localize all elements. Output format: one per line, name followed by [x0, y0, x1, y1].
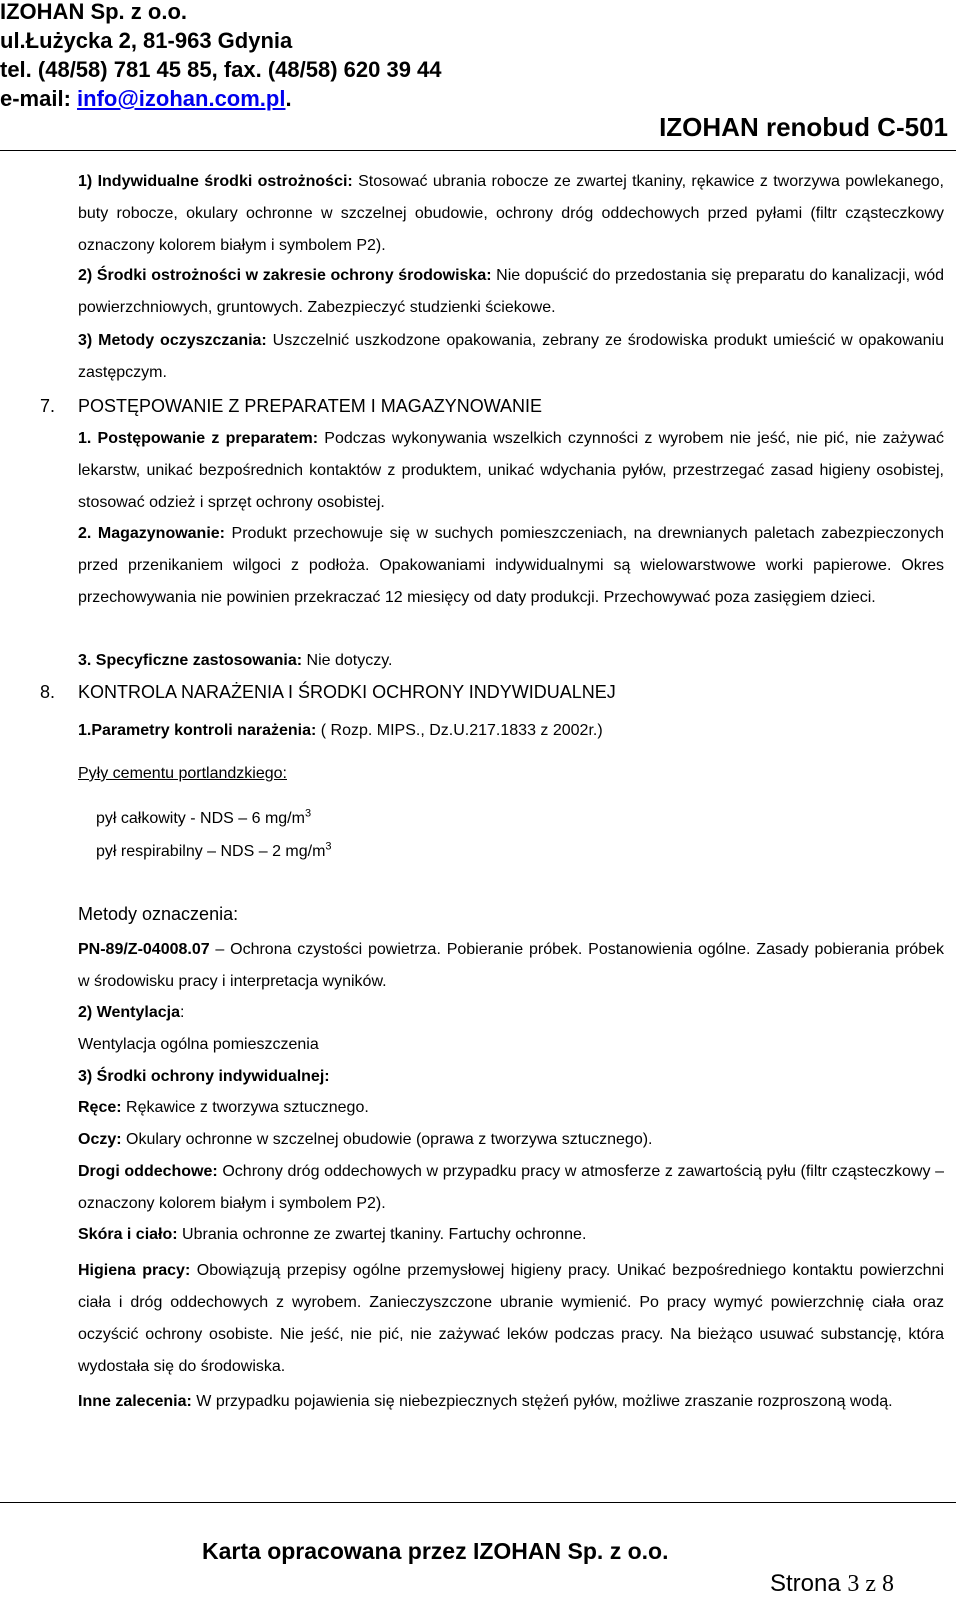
other-text: W przypadku pojawienia się niebezpiecznych stężeń pyłów, możliwe zraszanie rozproszoną wodą. [191, 1393, 893, 1410]
resp-title: Drogi oddechowe: [78, 1163, 218, 1180]
eyes-title: Oczy: [78, 1131, 122, 1148]
hands-text: Rękawice z tworzywa sztucznego. [121, 1099, 369, 1116]
s8-dust-total [96, 803, 311, 835]
hygiene-title: Higiena pracy: [78, 1262, 191, 1279]
s8-norm-code: PN-89/Z-04008.07 [78, 941, 210, 958]
s7-p1-text: Podczas wykonywania wszelkich czynności z wyrobem nie jeść, nie pić, nie zażywać lekarstw, unikać bezpośrednich kontaktów z produktem, unikać wdychania pyłów, przestrzegać zasad higieny osobistej, stosować odzież i sprzęt ochrony osobistej. [78, 430, 945, 511]
dust-resp-sup: 3 [325, 840, 332, 853]
eyes-text: Okulary ochronne w szczelnej obudowie (oprawa z tworzywa sztucznego). [121, 1131, 653, 1148]
s8-hygiene [78, 1255, 944, 1383]
company-name: IZOHAN Sp. z o.o. [0, 0, 187, 24]
email-label: e-mail: [0, 86, 78, 111]
s7-heading: POSTĘPOWANIE Z PREPARATEM I MAGAZYNOWANIE [78, 396, 543, 416]
s8-dust-title: Pyły cementu portlandzkiego: [78, 765, 287, 782]
s7-p3-title: 3. Specyficzne zastosowania: [78, 652, 303, 669]
s8-params-text: ( Rozp. MIPS., Dz.U.217.1833 z 2002r.) [316, 722, 603, 739]
page-total: 8 [882, 1571, 895, 1597]
dust-resp-text: pył respirabilny – NDS – 2 mg/m [96, 843, 326, 860]
ppe-title: 3) Środki ochrony indywidualnej: [78, 1068, 330, 1085]
s8-number: 8. [40, 682, 56, 702]
s7-p2-title: 2. Magazynowanie: [78, 525, 226, 542]
skin-title: Skóra i ciało: [78, 1226, 178, 1243]
s8-methods-title: Metody oznaczenia: [78, 904, 239, 924]
page-number [770, 1570, 894, 1598]
page-label: Strona [770, 1570, 848, 1597]
resp-text: Ochrony dróg oddechowych w przypadku pracy w atmosferze z zawartością pyłu (filtr cząsteczkowy – oznaczony kolorem białym i symbolem P2). [78, 1163, 944, 1212]
s8-skin [78, 1219, 586, 1251]
s7-paragraph-3 [78, 645, 392, 677]
s8-params [78, 715, 603, 747]
s6-p2-text: Nie dopuścić do przedostania się preparatu do kanalizacji, wód powierzchniowych, gruntowych. Zabezpieczyć studzienki ściekowe. [78, 267, 944, 316]
s6-p3-title: 3) Metody oczyszczania: [78, 332, 267, 349]
company-phone: tel. (48/58) 781 45 85, fax. (48/58) 620 39 44 [0, 57, 442, 82]
page-current: 3 [847, 1571, 860, 1597]
email-suffix: . [285, 86, 292, 111]
s7-paragraph-2 [78, 518, 944, 614]
s6-p1-text: Stosować ubrania robocze ze zwartej tkaniny, rękawice z tworzywa powlekanego, buty robocze, okulary ochronne w szczelnej obudowie, ochrony dróg oddechowych przed pyłami (filtr cząsteczkowy oznaczony kolorem białym i symbolem P2). [78, 173, 945, 254]
skin-text: Ubrania ochronne ze zwartej tkaniny. Fartuchy ochronne. [177, 1226, 587, 1243]
s8-respiratory [78, 1156, 944, 1220]
s8-eyes [78, 1124, 652, 1156]
company-address: ul.Łużycka 2, 81-963 Gdynia [0, 28, 293, 53]
s8-hands [78, 1092, 369, 1124]
s7-paragraph-1 [78, 423, 944, 519]
footer-text: Karta opracowana przez IZOHAN Sp. z o.o. [202, 1538, 669, 1564]
s8-dust-respirable [96, 836, 332, 868]
s7-p3-text: Nie dotyczy. [302, 652, 393, 669]
s8-vent-title [78, 997, 184, 1029]
s6-p3-text: Uszczelnić uszkodzone opakowania, zebrany ze środowiska produkt umieścić w opakowaniu zastępczym. [78, 332, 944, 381]
vent-title: 2) Wentylacja [78, 1004, 180, 1021]
dust-total-sup: 3 [304, 807, 312, 820]
s6-p2-title: 2) Środki ostrożności w zakresie ochrony środowiska: [78, 267, 492, 284]
product-name: IZOHAN renobud C-501 [659, 112, 948, 142]
s7-p1-title: 1. Postępowanie z preparatem: [78, 430, 319, 447]
s8-vent-text: Wentylacja ogólna pomieszczenia [78, 1036, 319, 1053]
header-divider [0, 150, 956, 151]
s6-paragraph-1 [78, 166, 944, 262]
hygiene-text: Obowiązują przepisy ogólne przemysłowej higieny pracy. Unikać bezpośredniego kontaktu powierzchni ciała i dróg oddechowych z wyrobem. Zanieczyszczone ubranie wymienić. Po pracy wymyć powierzchnię ciała oraz oczyścić ochrony osobiste. Nie jeść, nie pić, nie zażywać leków podczas pracy. Na bieżąco usuwać substancję, która wydostała się do środowiska. [78, 1262, 945, 1375]
s6-paragraph-2 [78, 260, 944, 324]
s6-paragraph-3 [78, 325, 944, 389]
page-of: z [859, 1571, 883, 1597]
vent-colon: : [179, 1004, 185, 1021]
s8-norm [78, 934, 944, 998]
dust-total-text: pył całkowity - NDS – 6 mg/m [96, 810, 305, 827]
s6-p1-title: 1) Indywidualne środki ostrożności: [78, 173, 353, 190]
s8-heading: KONTROLA NARAŻENIA I ŚRODKI OCHRONY INDYWIDUALNEJ [78, 682, 616, 702]
s8-params-title: 1.Parametry kontroli narażenia: [78, 722, 317, 739]
s7-p2-text: Produkt przechowuje się w suchych pomieszczeniach, na drewnianych paletach zabezpieczonych przed przenikaniem wilgoci z podłoża. Opakowaniami indywidualnymi są wielowarstwowe worki papierowe. Okres przechowywania nie powinien przekraczać 12 miesięcy od daty produkcji. Przechowywać poza zasięgiem dzieci. [78, 525, 945, 606]
hands-title: Ręce: [78, 1099, 122, 1116]
s7-number: 7. [40, 396, 56, 416]
s8-other [78, 1386, 944, 1418]
footer-divider [0, 1502, 956, 1503]
s8-norm-text: – Ochrona czystości powietrza. Pobieranie próbek. Postanowienia ogólne. Zasady pobierania próbek w środowisku pracy i interpretacja wyników. [78, 941, 944, 990]
email-link[interactable]: info@izohan.com.pl [77, 86, 286, 111]
other-title: Inne zalecenia: [78, 1393, 192, 1410]
s8-ppe-title [78, 1061, 330, 1093]
company-email-line [0, 84, 292, 114]
